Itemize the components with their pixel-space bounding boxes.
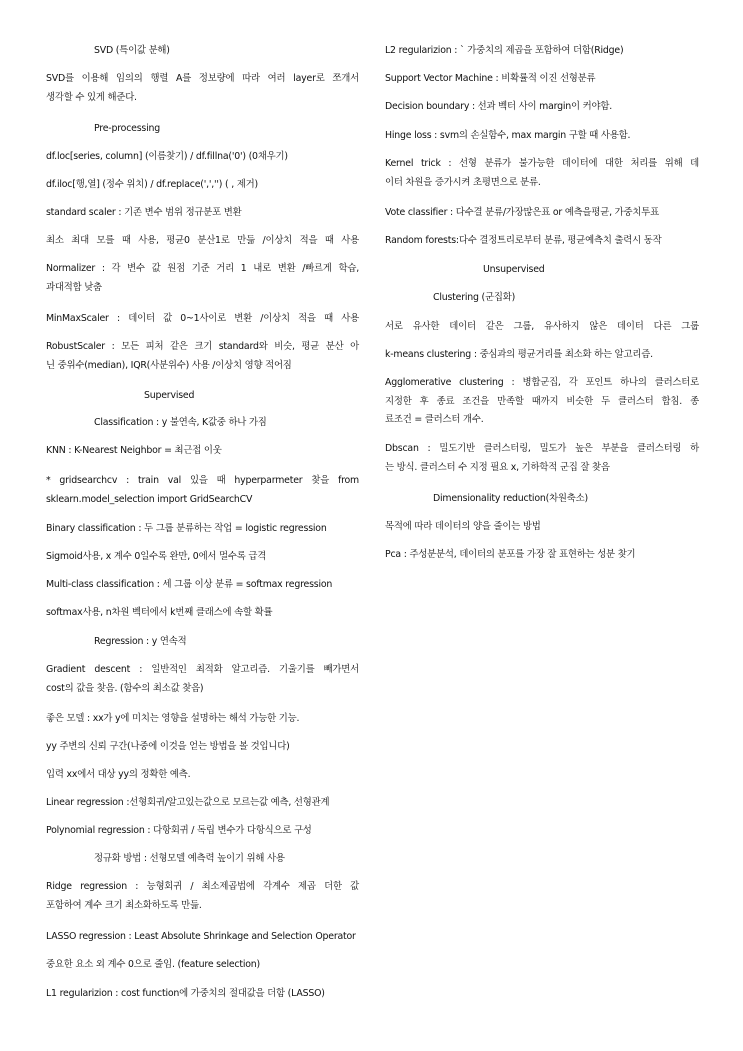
right-paragraph: L2 regularizion : ` 가중치의 제곱을 포함하여 더함(Ridge) (385, 45, 624, 56)
right-paragraph: 목적에 따라 데이터의 양을 줄이는 방법 (385, 521, 541, 532)
paragraph-line: SVD를 이용해 임의의 행렬 A를 정보량에 따라 여러 layer로 쪼개서 (46, 73, 359, 84)
right-paragraph: Random forests:다수 결정트리로부터 분류, 평균예측치 출력시 동작 (385, 235, 662, 246)
paragraph-line: RobustScaler : 모든 피처 같은 크기 standard와 비슷, 평균 분산 아 (46, 341, 359, 352)
right-paragraph: Dimensionality reduction(차원축소) (433, 493, 588, 504)
left-paragraph: Classification : y 불연속, K값중 하나 가짐 (94, 417, 267, 428)
left-paragraph: L1 regularizion : cost function에 가중치의 절대값을 더함 (LASSO) (46, 988, 325, 999)
left-paragraph: 최소 최대 모를 때 사용, 평균0 분산1로 만듦 /이상치 적을 때 사용 (46, 235, 359, 246)
right-paragraph: Pca : 주성분분석, 데이터의 분포를 가장 잘 표현하는 성분 찾기 (385, 549, 636, 560)
paragraph-line: Kernel trick : 선형 분류가 불가능한 데이터에 대한 처리를 위해 데 (385, 158, 699, 169)
left-paragraph: 좋은 모델 : xx가 y에 미치는 영향을 설명하는 해석 가능한 기능. (46, 713, 300, 724)
left-paragraph: df.loc[series, column] (이름찾기) / df.fillna('0') (0채우기) (46, 151, 288, 162)
left-paragraph: df.iloc[행,열] (정수 위치) / df.replace(',','') ( , 제거) (46, 179, 258, 190)
paragraph-line: Dbscan : 밀도기반 클러스터링, 밀도가 높은 부분을 클러스터링 하 (385, 443, 699, 454)
right-paragraph (385, 155, 699, 192)
paragraph-line: Gradient descent : 일반적인 최적화 알고리즘. 기울기를 빼가면서 (46, 664, 359, 675)
paragraph-line: Agglomerative clustering : 병합군집, 각 포인트 하나의 클러스터로 (385, 377, 699, 388)
paragraph-line: 료조건 = 클러스터 개수. (385, 414, 484, 425)
left-paragraph: Multi-class classification : 세 그룹 이상 분류 = softmax regression (46, 579, 333, 590)
paragraph-line: * gridsearchcv : train val 있을 때 hyperparmeter 찾을 from (46, 475, 359, 486)
right-paragraph: 서로 유사한 데이터 같은 그룹, 유사하지 않은 데이터 다른 그룹 (385, 321, 699, 332)
paragraph-line: cost의 값을 찾음. (함수의 최소값 찾음) (46, 682, 204, 694)
left-paragraph: 중요한 요소 외 계수 0으로 줄임. (feature selection) (46, 959, 260, 970)
left-paragraph: LASSO regression : Least Absolute Shrinkage and Selection Operator (46, 931, 356, 942)
left-paragraph: softmax사용, n차원 벡터에서 k번째 클래스에 속할 확률 (46, 607, 273, 618)
right-paragraph (385, 374, 699, 430)
left-paragraph (46, 661, 359, 698)
left-paragraph (46, 878, 359, 915)
right-paragraph (385, 440, 699, 477)
right-paragraph: Unsupervised (483, 264, 545, 275)
left-paragraph: Linear regression :선형회귀/알고있는값으로 모르는값 예측, 선형관계 (46, 797, 330, 808)
left-paragraph: SVD (특이값 분해) (94, 45, 170, 56)
paragraph-line: 는 방식. 클러스터 수 지정 필요 x, 기하학적 군집 잘 찾음 (385, 461, 610, 473)
right-paragraph: Vote classifier : 다수결 분류/가장많은표 or 예측을평균, 가중치투표 (385, 207, 659, 218)
left-paragraph: 정규화 방법 : 선형모델 예측력 높이기 위해 사용 (94, 853, 285, 864)
paragraph-line: 지정한 후 종료 조건을 만족할 때까지 비슷한 두 클러스터 합침. 종 (385, 395, 699, 407)
paragraph-line: Ridge regression : 능형회귀 / 최소제곱법에 각계수 제곱 더한 값 (46, 881, 359, 892)
right-paragraph: k-means clustering : 중심과의 평균거리를 최소화 하는 알고리즘. (385, 349, 653, 360)
paragraph-line: 생각할 수 있게 해준다. (46, 91, 137, 103)
left-paragraph: Pre-processing (94, 123, 161, 134)
right-paragraph: Hinge loss : svm의 손실함수, max margin 구할 때 사용함. (385, 130, 631, 141)
paragraph-line: 이터 차원을 증가시켜 초평면으로 분류. (385, 176, 541, 188)
left-paragraph: Binary classification : 두 그룹 분류하는 작업 = logistic regression (46, 523, 327, 534)
left-paragraph: KNN : K-Nearest Neighbor = 최근접 이웃 (46, 445, 222, 456)
paragraph-line: 포함하여 계수 크기 최소화하도록 만듦. (46, 899, 202, 911)
right-paragraph: Decision boundary : 선과 벡터 사이 margin이 커야함. (385, 101, 613, 112)
paragraph-line: sklearn.model_selection import GridSearchCV (46, 493, 253, 505)
left-paragraph: standard scaler : 기존 변수 범위 정규분포 변환 (46, 207, 242, 218)
left-paragraph: Sigmoid사용, x 계수 0일수록 완만, 0에서 멀수록 급격 (46, 551, 267, 562)
left-paragraph (46, 472, 359, 509)
left-paragraph: Regression : y 연속적 (94, 636, 187, 647)
left-paragraph (46, 260, 359, 297)
paragraph-line: Normalizer : 각 변수 값 원점 기준 거리 1 내로 변환 /빠르게 학습, (46, 263, 359, 274)
left-paragraph: 입력 xx에서 대상 yy의 정확한 예측. (46, 769, 191, 780)
paragraph-line: 과대적합 낮춤 (46, 281, 102, 293)
left-paragraph (46, 70, 359, 107)
left-paragraph: Supervised (144, 390, 195, 401)
left-paragraph: yy 주변의 신뢰 구간(나중에 이것을 얻는 방법을 볼 것입니다) (46, 741, 290, 752)
paragraph-line: 닌 중위수(median), IQR(사분위수) 사용 /이상치 영향 적어짐 (46, 359, 292, 371)
left-paragraph: Polynomial regression : 다항회귀 / 독립 변수가 다항식으로 구성 (46, 825, 312, 836)
left-paragraph (46, 338, 359, 375)
left-paragraph: MinMaxScaler : 데이터 값 0~1사이로 변환 /이상치 적을 때 사용 (46, 313, 359, 324)
right-paragraph: Clustering (군집화) (433, 292, 516, 303)
right-paragraph: Support Vector Machine : 비확률적 이진 선형분류 (385, 73, 596, 84)
